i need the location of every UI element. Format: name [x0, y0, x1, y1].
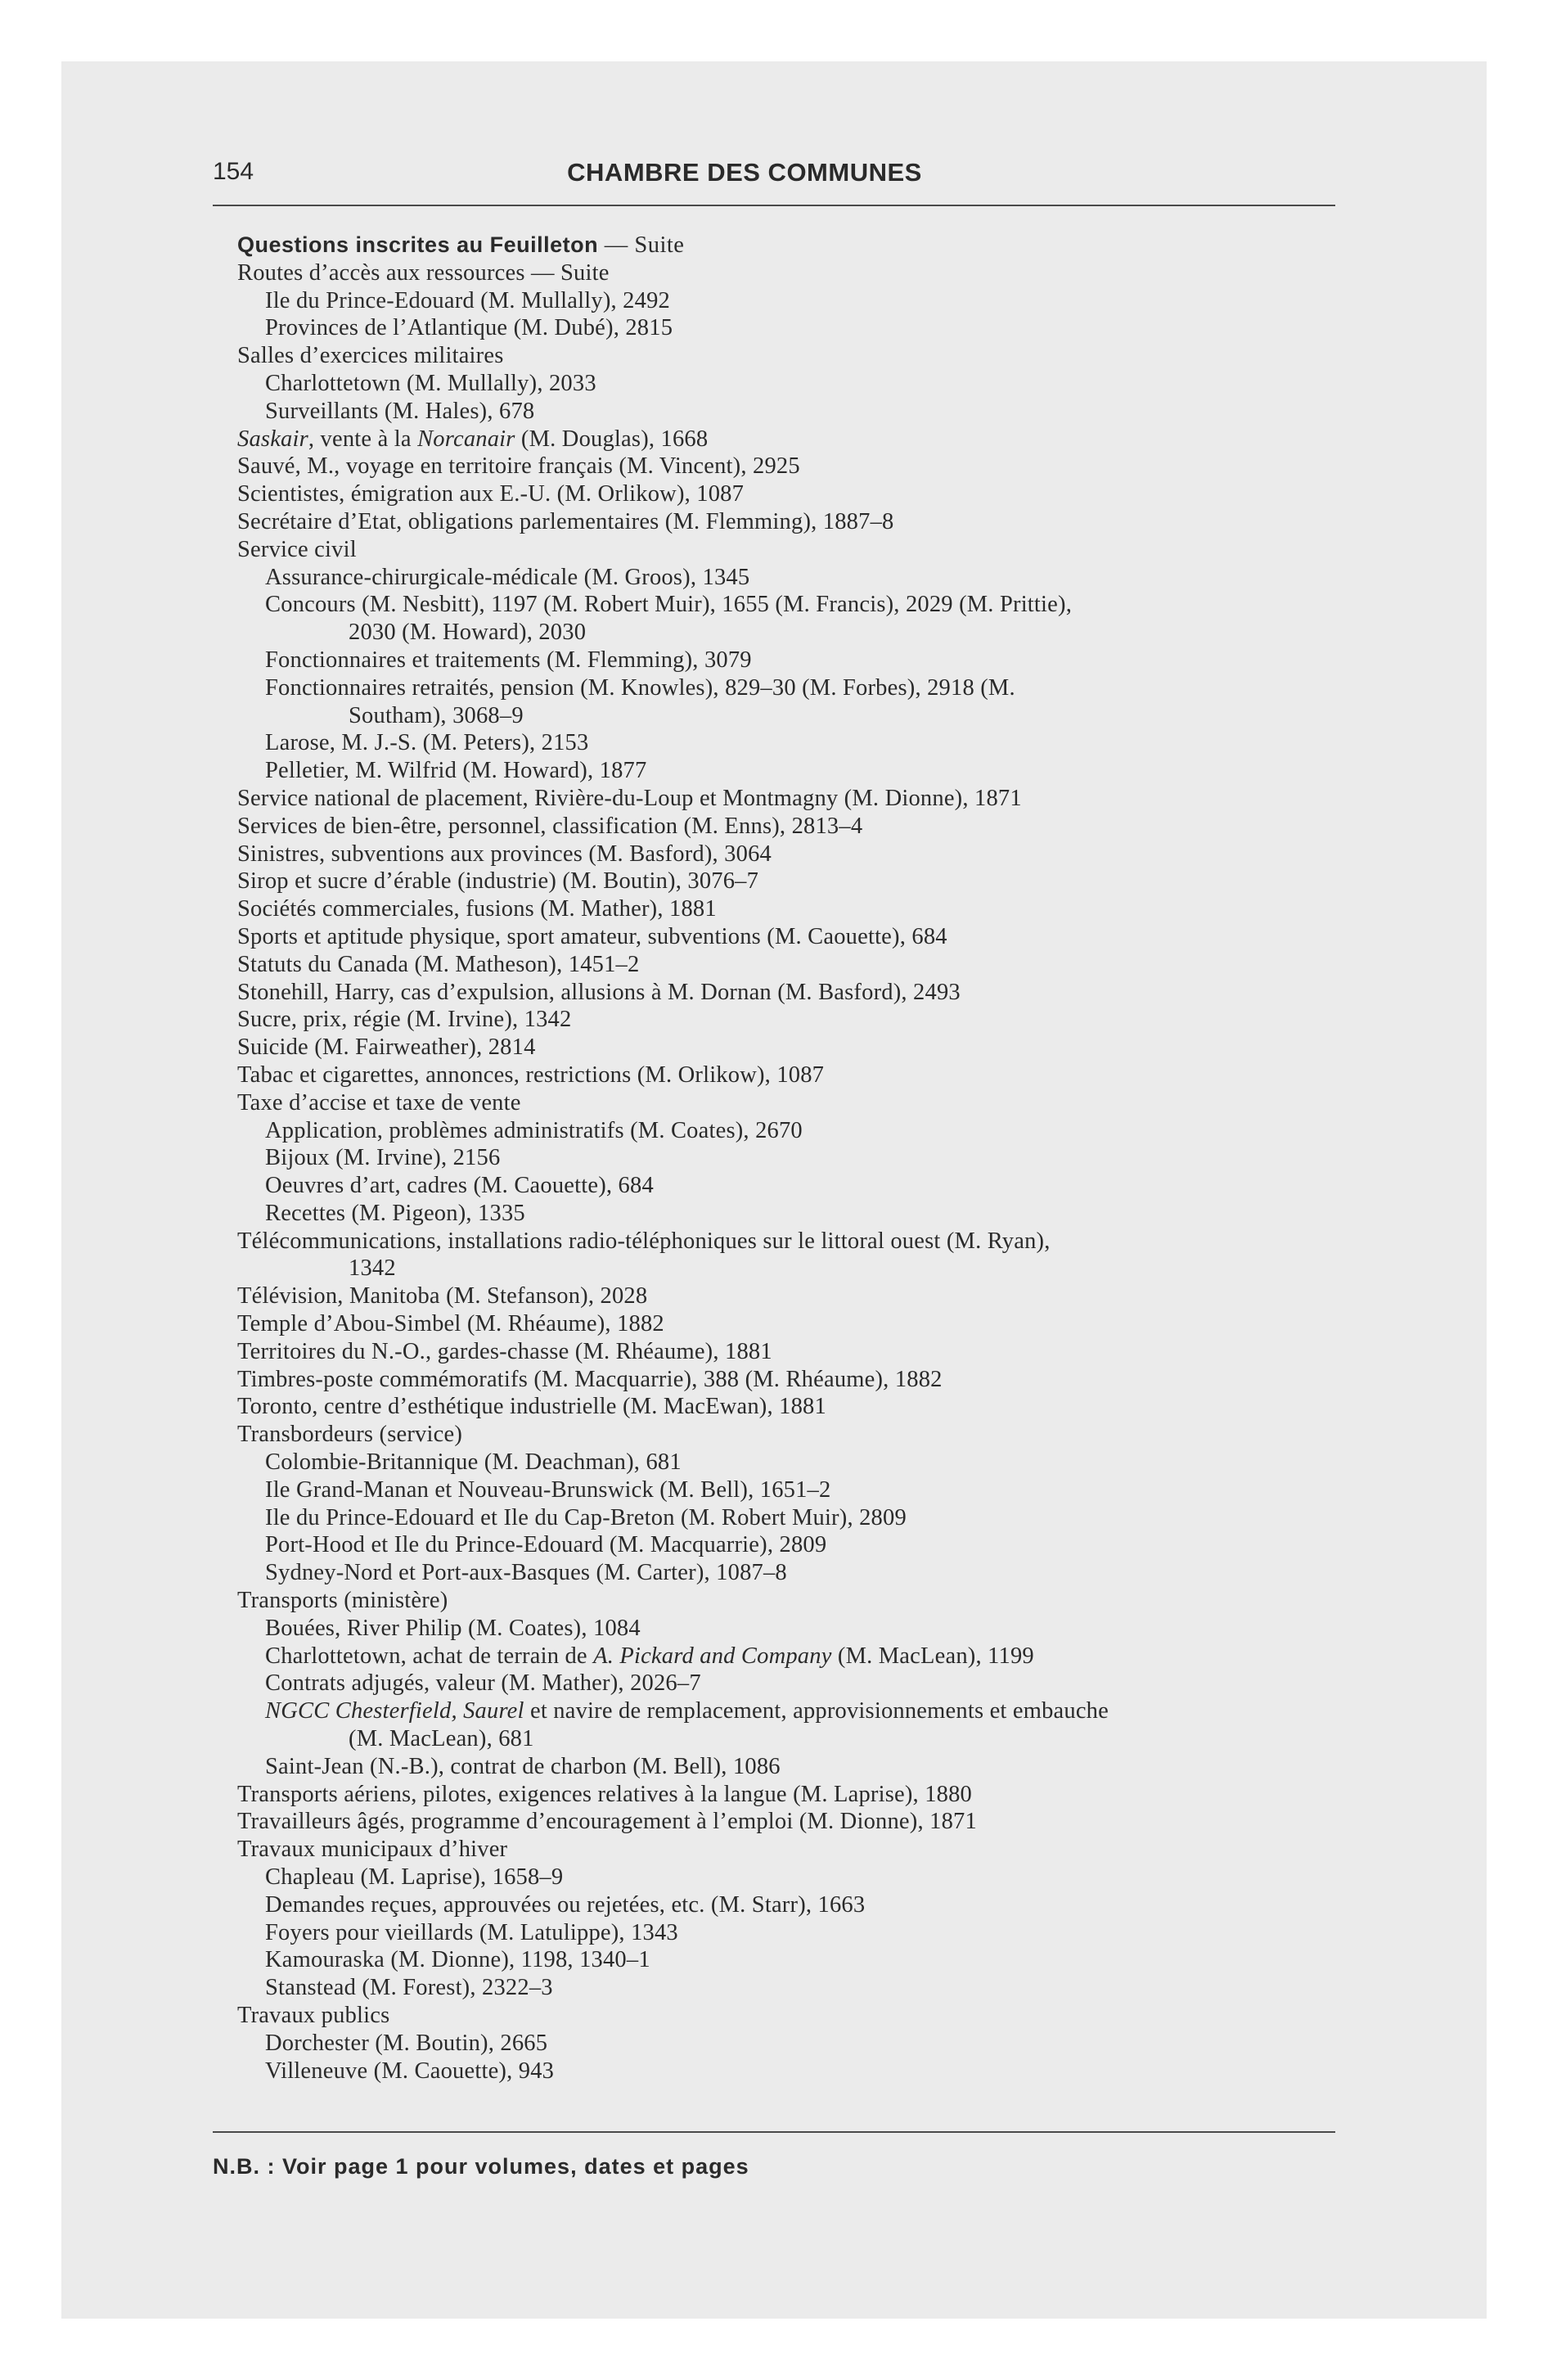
index-entry: [237, 1808, 1350, 1836]
index-entry: [237, 813, 1350, 841]
index-entry-text: Ile Grand-Manan et Nouveau-Brunswick (M. Bell), 1651–2: [265, 1476, 831, 1503]
index-entry-text: Recettes (M. Pigeon), 1335: [265, 1200, 525, 1226]
index-entry: [237, 1864, 1350, 1891]
index-entry: [237, 536, 1350, 564]
index-entry: [237, 1172, 1350, 1200]
index-entry: [237, 564, 1350, 592]
index-entry: [237, 1531, 1350, 1559]
index-entry: [237, 1421, 1350, 1449]
footnote: N.B. : Voir page 1 pour volumes, dates et pages: [213, 2154, 749, 2179]
index-entry: [237, 259, 1350, 287]
index-entry: [237, 1062, 1350, 1089]
index-entry: [237, 314, 1350, 342]
index-entry-text: Timbres-poste commémoratifs (M. Macquarrie), 388 (M. Rhéaume), 1882: [237, 1366, 943, 1392]
index-entry-text: Charlottetown, achat de terrain de: [265, 1643, 594, 1669]
index-entry: [237, 895, 1350, 923]
index-entry-text: Salles d’exercices militaires: [237, 343, 504, 369]
index-entry-text: Surveillants (M. Hales), 678: [265, 398, 535, 424]
index-entry-text: (M. MacLean), 681: [349, 1726, 534, 1752]
index-entry-text: Concours (M. Nesbitt), 1197 (M. Robert Muir), 1655 (M. Francis), 2029 (M. Prittie),: [265, 592, 1073, 618]
index-entry-text: Pelletier, M. Wilfrid (M. Howard), 1877: [265, 758, 647, 784]
index-entry: [237, 1504, 1350, 1532]
index-entry: [237, 1587, 1350, 1615]
index-entry: [237, 785, 1350, 813]
index-entry: [237, 757, 1350, 785]
index-entry: [237, 1725, 1350, 1753]
index-entries: [237, 259, 1350, 2085]
index-entry: [237, 1449, 1350, 1476]
index-entry: [237, 1117, 1350, 1145]
index-entry-text: Sociétés commerciales, fusions (M. Mather), 1881: [237, 896, 717, 922]
index-entry: [237, 923, 1350, 951]
index-entry: [237, 2002, 1350, 2030]
index-entry: [237, 702, 1350, 730]
index-entry: [237, 398, 1350, 426]
index-entry-text: Port-Hood et Ile du Prince-Edouard (M. Macquarrie), 2809: [265, 1532, 827, 1558]
index-entry-italic-text: NGCC Chesterfield, Saurel: [265, 1698, 524, 1724]
index-entry-text: Télécommunications, installations radio-téléphoniques sur le littoral ouest (M. Ryan),: [237, 1228, 1051, 1254]
index-entry-text: Routes d’accès aux ressources — Suite: [237, 259, 610, 286]
index-entry-text: Secrétaire d’Etat, obligations parlementaires (M. Flemming), 1887–8: [237, 508, 894, 534]
index-entry-text: Fonctionnaires retraités, pension (M. Knowles), 829–30 (M. Forbes), 2918 (M.: [265, 674, 1015, 701]
index-entry-text: Larose, M. J.-S. (M. Peters), 2153: [265, 730, 589, 756]
index-entry-text: Temple d’Abou-Simbel (M. Rhéaume), 1882: [237, 1311, 664, 1337]
index-entry: [237, 729, 1350, 757]
index-entry-text: Transbordeurs (service): [237, 1422, 463, 1448]
index-entry: [237, 1781, 1350, 1809]
index-entry: [237, 480, 1350, 508]
index-entry: [237, 1643, 1350, 1670]
index-entry: [237, 674, 1350, 702]
index-entry-text: 2030 (M. Howard), 2030: [349, 620, 587, 646]
index-entry-text: Ile du Prince-Edouard (M. Mullally), 2492: [265, 287, 670, 313]
index-entry-text: Stonehill, Harry, cas d’expulsion, allusions à M. Dornan (M. Basford), 2493: [237, 979, 961, 1005]
index-entry: [237, 868, 1350, 895]
index-entry: [237, 1559, 1350, 1587]
index-entry-text: Dorchester (M. Boutin), 2665: [265, 2030, 548, 2056]
index-entry: [237, 1753, 1350, 1781]
index-entry: [237, 1006, 1350, 1034]
index-body: [237, 232, 1350, 2085]
index-entry-text: (M. MacLean), 1199: [831, 1643, 1034, 1669]
index-entry-text: Fonctionnaires et traitements (M. Flemming), 3079: [265, 647, 752, 673]
index-entry-text: Bijoux (M. Irvine), 2156: [265, 1145, 501, 1171]
index-entry-text: Tabac et cigarettes, annonces, restrictions (M. Orlikow), 1087: [237, 1062, 825, 1088]
index-entry: [237, 951, 1350, 979]
index-entry-text: Charlottetown (M. Mullally), 2033: [265, 370, 596, 396]
index-entry-text: , vente à la: [308, 426, 418, 452]
index-entry-text: Transports (ministère): [237, 1588, 448, 1614]
index-entry: [237, 1891, 1350, 1919]
index-entry-text: Territoires du N.-O., gardes-chasse (M. Rhéaume), 1881: [237, 1338, 772, 1364]
index-entry: [237, 1393, 1350, 1421]
index-entry: [237, 1255, 1350, 1282]
index-entry-text: Télévision, Manitoba (M. Stefanson), 2028: [237, 1283, 648, 1309]
index-entry-text: Service civil: [237, 536, 357, 562]
index-entry-text: Demandes reçues, approuvées ou rejetées, etc. (M. Starr), 1663: [265, 1891, 866, 1918]
index-entry-text: 1342: [349, 1255, 396, 1282]
index-entry-text: Suicide (M. Fairweather), 2814: [237, 1034, 536, 1061]
section-heading-continuation: — Suite: [598, 232, 685, 258]
index-entry-text: Southam), 3068–9: [349, 702, 524, 728]
index-entry: [237, 2030, 1350, 2058]
header-divider: [213, 205, 1335, 206]
index-entry-text: Provinces de l’Atlantique (M. Dubé), 2815: [265, 315, 673, 341]
index-entry: [237, 508, 1350, 536]
index-entry-text: Scientistes, émigration aux E.-U. (M. Orlikow), 1087: [237, 481, 745, 507]
index-entry-italic-text: A. Pickard and Company: [593, 1643, 832, 1669]
index-entry-text: Services de bien-être, personnel, classification (M. Enns), 2813–4: [237, 813, 863, 839]
index-entry-text: Application, problèmes administratifs (M. Coates), 2670: [265, 1117, 803, 1143]
index-entry-text: Transports aériens, pilotes, exigences relatives à la langue (M. Laprise), 1880: [237, 1781, 972, 1807]
index-entry: [237, 1366, 1350, 1394]
index-entry-text: Stanstead (M. Forest), 2322–3: [265, 1975, 553, 2001]
index-entry-text: Sauvé, M., voyage en territoire français (M. Vincent), 2925: [237, 453, 800, 480]
index-entry: [237, 1089, 1350, 1117]
index-entry-text: Sports et aptitude physique, sport amateur, subventions (M. Caouette), 684: [237, 923, 947, 949]
index-entry: [237, 342, 1350, 370]
index-entry: [237, 841, 1350, 868]
index-entry-text: Sinistres, subventions aux provinces (M. Basford), 3064: [237, 841, 772, 867]
index-entry-text: et navire de remplacement, approvisionnements et embauche: [524, 1698, 1109, 1724]
index-entry: [237, 1697, 1350, 1725]
index-entry: [237, 426, 1350, 453]
index-entry-text: Taxe d’accise et taxe de vente: [237, 1089, 521, 1116]
index-entry-text: Oeuvres d’art, cadres (M. Caouette), 684: [265, 1173, 654, 1199]
index-entry: [237, 1144, 1350, 1172]
index-entry-text: Statuts du Canada (M. Matheson), 1451–2: [237, 951, 640, 977]
page-number: 154: [213, 158, 254, 185]
index-entry: [237, 1310, 1350, 1338]
index-entry-text: Sucre, prix, régie (M. Irvine), 1342: [237, 1007, 572, 1033]
index-entry: [237, 1200, 1350, 1228]
index-entry-text: Travaux publics: [237, 2003, 390, 2028]
footer-divider: [213, 2131, 1335, 2133]
index-entry: [237, 1338, 1350, 1366]
index-entry-text: Kamouraska (M. Dionne), 1198, 1340–1: [265, 1947, 650, 1973]
index-entry: [237, 1615, 1350, 1643]
index-entry-text: Travailleurs âgés, programme d’encouragement à l’emploi (M. Dionne), 1871: [237, 1809, 977, 1835]
index-entry: [237, 1034, 1350, 1062]
index-entry: [237, 591, 1350, 619]
index-entry-text: Service national de placement, Rivière-du-Loup et Montmagny (M. Dionne), 1871: [237, 785, 1022, 811]
index-entry: [237, 1974, 1350, 2002]
index-entry: [237, 1476, 1350, 1504]
index-entry-text: Colombie-Britannique (M. Deachman), 681: [265, 1449, 682, 1476]
index-entry: [237, 1946, 1350, 1974]
index-entry-text: (M. Douglas), 1668: [515, 426, 709, 452]
index-entry-text: Ile du Prince-Edouard et Ile du Cap-Breton (M. Robert Muir), 2809: [265, 1504, 907, 1530]
index-entry: [237, 2058, 1350, 2085]
index-entry: [237, 1836, 1350, 1864]
index-entry: [237, 979, 1350, 1007]
index-entry-text: Bouées, River Philip (M. Coates), 1084: [265, 1615, 641, 1641]
index-entry-text: Sydney-Nord et Port-aux-Basques (M. Carter), 1087–8: [265, 1560, 787, 1586]
index-entry-text: Assurance-chirurgicale-médicale (M. Groos), 1345: [265, 564, 750, 590]
page-header: [151, 151, 1338, 192]
index-entry: [237, 370, 1350, 398]
index-entry-text: Chapleau (M. Laprise), 1658–9: [265, 1864, 564, 1891]
index-entry-text: Sirop et sucre d’érable (industrie) (M. Boutin), 3076–7: [237, 868, 759, 895]
index-entry: [237, 1228, 1350, 1255]
index-entry-italic-text: Saskair: [237, 426, 308, 452]
section-heading: [237, 232, 1350, 259]
running-title: CHAMBRE DES COMMUNES: [567, 158, 922, 187]
index-entry-text: Contrats adjugés, valeur (M. Mather), 2026–7: [265, 1670, 701, 1697]
index-entry: [237, 619, 1350, 647]
index-entry: [237, 1670, 1350, 1697]
index-entry-text: Toronto, centre d’esthétique industrielle (M. MacEwan), 1881: [237, 1394, 826, 1420]
index-entry: [237, 453, 1350, 480]
index-entry: [237, 1919, 1350, 1947]
index-entry: [237, 647, 1350, 674]
section-heading-text: Questions inscrites au Feuilleton: [237, 232, 599, 257]
index-entry: [237, 287, 1350, 315]
index-entry: [237, 1282, 1350, 1310]
index-entry-text: Foyers pour vieillards (M. Latulippe), 1343: [265, 1919, 678, 1945]
index-entry-text: Travaux municipaux d’hiver: [237, 1837, 508, 1863]
index-entry-italic-text: Norcanair: [417, 426, 515, 452]
index-entry-text: Villeneuve (M. Caouette), 943: [265, 2058, 555, 2084]
index-entry-text: Saint-Jean (N.-B.), contrat de charbon (M. Bell), 1086: [265, 1753, 781, 1779]
